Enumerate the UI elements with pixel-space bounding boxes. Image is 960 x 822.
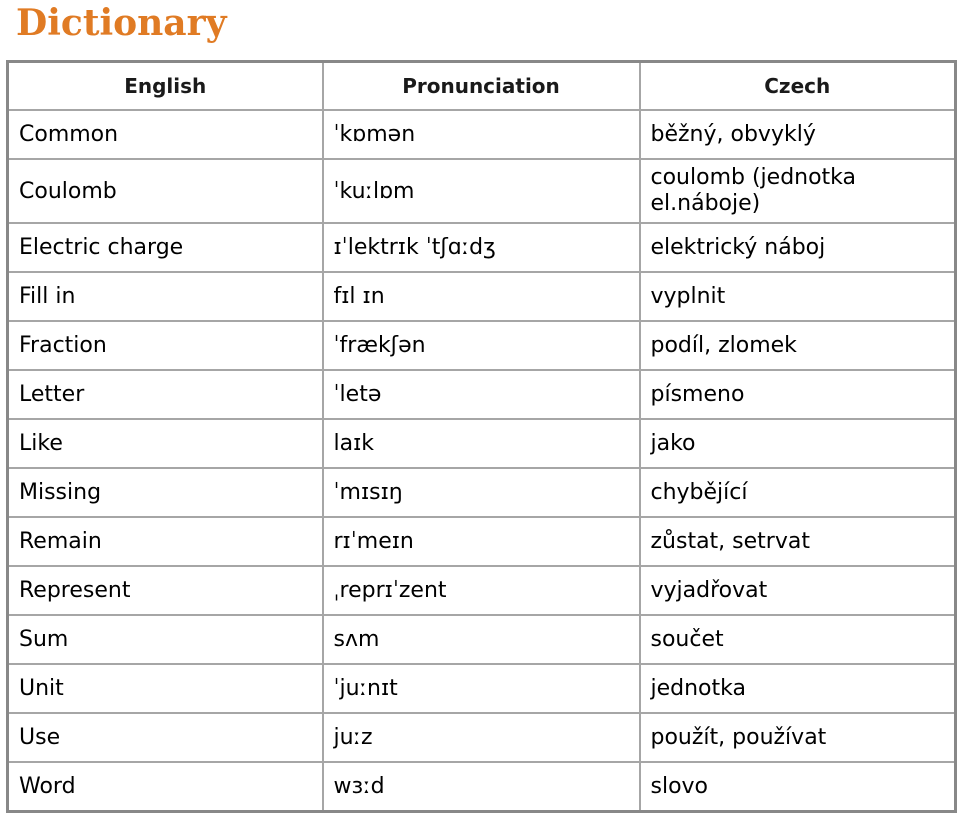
english-cell: Word bbox=[8, 762, 323, 811]
pronunciation-cell: ˌreprɪˈzent bbox=[323, 566, 640, 615]
header-row bbox=[8, 62, 956, 111]
pronunciation-cell: ˈkɒmən bbox=[323, 110, 640, 159]
table-row bbox=[8, 468, 956, 517]
czech-cell: písmeno bbox=[640, 370, 956, 419]
table-row bbox=[8, 159, 956, 223]
english-cell: Sum bbox=[8, 615, 323, 664]
czech-cell: vyplnit bbox=[640, 272, 956, 321]
czech-cell: součet bbox=[640, 615, 956, 664]
english-cell: Unit bbox=[8, 664, 323, 713]
english-cell: Coulomb bbox=[8, 159, 323, 223]
table-row bbox=[8, 566, 956, 615]
page-title: Dictionary bbox=[16, 2, 227, 44]
pronunciation-cell: ɪˈlektrɪk ˈtʃɑːdʒ bbox=[323, 223, 640, 272]
czech-cell: vyjadřovat bbox=[640, 566, 956, 615]
pronunciation-cell: ˈfrækʃən bbox=[323, 321, 640, 370]
english-cell: Like bbox=[8, 419, 323, 468]
table-row bbox=[8, 321, 956, 370]
table-header bbox=[8, 62, 956, 111]
column-header-czech: Czech bbox=[640, 62, 956, 111]
english-cell: Fill in bbox=[8, 272, 323, 321]
czech-cell: jednotka bbox=[640, 664, 956, 713]
table-row bbox=[8, 664, 956, 713]
english-cell: Common bbox=[8, 110, 323, 159]
table-row bbox=[8, 713, 956, 762]
pronunciation-cell: ˈkuːlɒm bbox=[323, 159, 640, 223]
pronunciation-cell: ˈletə bbox=[323, 370, 640, 419]
czech-cell: běžný, obvyklý bbox=[640, 110, 956, 159]
pronunciation-cell: sʌm bbox=[323, 615, 640, 664]
table-body bbox=[8, 110, 956, 811]
pronunciation-cell: ˈmɪsɪŋ bbox=[323, 468, 640, 517]
dictionary-table bbox=[6, 60, 957, 813]
czech-cell: coulomb (jednotka el.náboje) bbox=[640, 159, 956, 223]
pronunciation-cell: juːz bbox=[323, 713, 640, 762]
english-cell: Use bbox=[8, 713, 323, 762]
table-row bbox=[8, 223, 956, 272]
pronunciation-cell: ˈjuːnɪt bbox=[323, 664, 640, 713]
pronunciation-cell: fɪl ɪn bbox=[323, 272, 640, 321]
table-row bbox=[8, 762, 956, 811]
table-row bbox=[8, 517, 956, 566]
english-cell: Represent bbox=[8, 566, 323, 615]
pronunciation-cell: rɪˈmeɪn bbox=[323, 517, 640, 566]
column-header-english: English bbox=[8, 62, 323, 111]
english-cell: Electric charge bbox=[8, 223, 323, 272]
table-row bbox=[8, 615, 956, 664]
english-cell: Remain bbox=[8, 517, 323, 566]
pronunciation-cell: wɜːd bbox=[323, 762, 640, 811]
czech-cell: podíl, zlomek bbox=[640, 321, 956, 370]
czech-cell: zůstat, setrvat bbox=[640, 517, 956, 566]
czech-cell: elektrický náboj bbox=[640, 223, 956, 272]
czech-cell: jako bbox=[640, 419, 956, 468]
table-row bbox=[8, 370, 956, 419]
table-row bbox=[8, 110, 956, 159]
pronunciation-cell: laɪk bbox=[323, 419, 640, 468]
czech-cell: chybějící bbox=[640, 468, 956, 517]
table-row bbox=[8, 272, 956, 321]
english-cell: Fraction bbox=[8, 321, 323, 370]
czech-cell: použít, používat bbox=[640, 713, 956, 762]
column-header-pronunciation: Pronunciation bbox=[323, 62, 640, 111]
table-row bbox=[8, 419, 956, 468]
english-cell: Missing bbox=[8, 468, 323, 517]
czech-cell: slovo bbox=[640, 762, 956, 811]
english-cell: Letter bbox=[8, 370, 323, 419]
